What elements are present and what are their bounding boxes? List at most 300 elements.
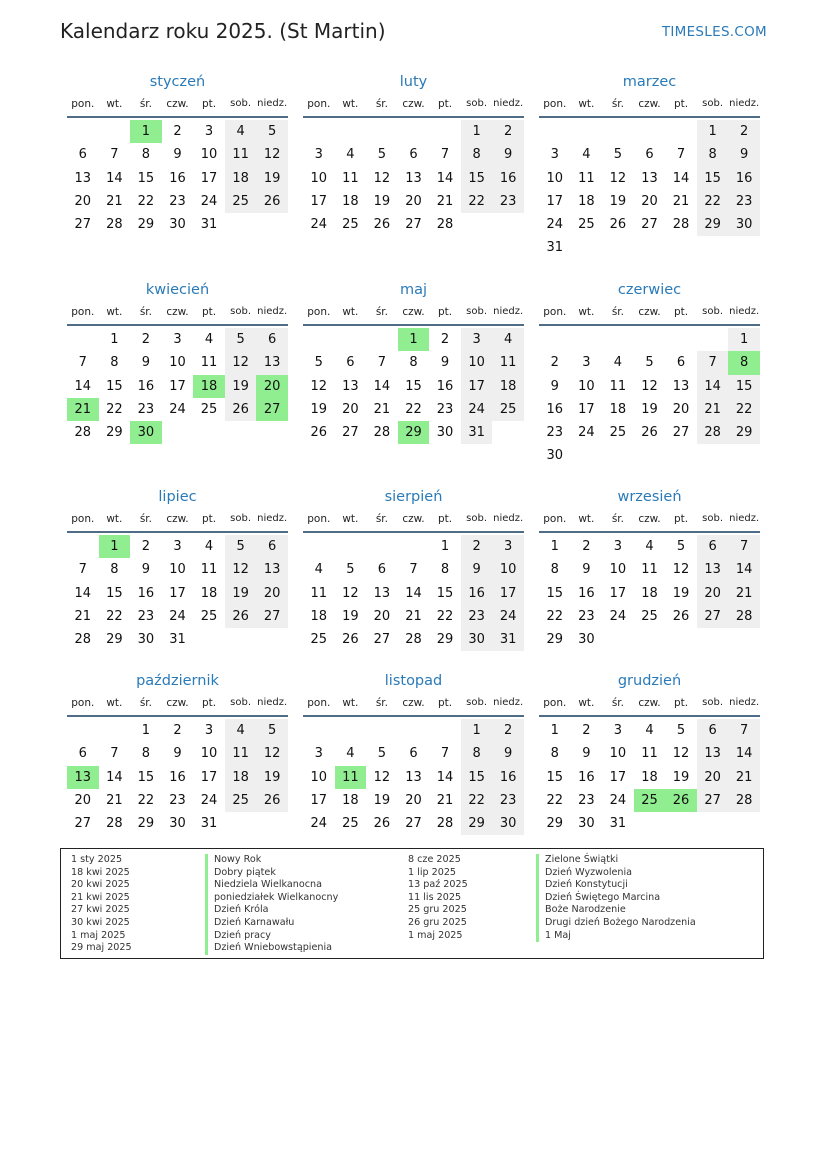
day-cell: 19 <box>609 193 627 209</box>
day-cell: 19 <box>672 769 690 785</box>
day-cell: 8 <box>141 746 151 762</box>
day-cell: 10 <box>609 562 627 578</box>
day-cell: 20 <box>74 792 92 808</box>
day-cell: 28 <box>106 816 123 832</box>
weekday-label: śr. <box>375 98 388 110</box>
day-cell: 11 <box>225 143 257 166</box>
empty-cell <box>665 236 697 259</box>
day-cell: 12 <box>342 585 359 601</box>
weekday-label: pt. <box>673 513 689 525</box>
day-cell: 2 <box>461 535 493 558</box>
day-cell: 28 <box>74 425 92 441</box>
empty-cell <box>256 628 288 651</box>
month-name: kwiecień <box>145 282 210 298</box>
day-cell: 21 <box>672 193 690 209</box>
day-cell: 18 <box>492 375 524 398</box>
day-cell: 28 <box>373 425 391 441</box>
month-name: październik <box>136 673 219 689</box>
day-cell: 23 <box>492 789 524 812</box>
weekday-label: śr. <box>611 306 624 318</box>
weekday-label: niedz. <box>729 306 760 317</box>
weekday-label: wt. <box>106 697 123 709</box>
weekday-label: pt. <box>437 306 453 318</box>
month-name: czerwiec <box>617 282 682 298</box>
day-cell: 8 <box>440 562 450 578</box>
empty-cell <box>67 120 99 143</box>
day-cell: 28 <box>436 816 454 832</box>
day-cell: 25 <box>578 217 595 233</box>
weekday-label: pon. <box>307 697 331 709</box>
weekday-header <box>303 302 524 326</box>
day-cell: 17 <box>609 769 627 785</box>
weekday-label: sob. <box>702 697 724 708</box>
day-cell: 4 <box>225 719 257 742</box>
day-cell: 18 <box>225 766 257 789</box>
day-cell: 17 <box>492 582 524 605</box>
day-cell: 30 <box>137 632 155 648</box>
day-cell: 17 <box>461 375 493 398</box>
day-cell: 27 <box>256 605 288 628</box>
day-cell: 22 <box>697 190 729 213</box>
weekday-label: niedz. <box>257 98 288 109</box>
day-cell: 9 <box>550 378 559 394</box>
empty-cell <box>728 236 760 259</box>
day-cell: 29 <box>546 632 564 648</box>
day-cell: 19 <box>672 585 690 601</box>
weekday-label: czw. <box>638 513 661 525</box>
weekday-label: pt. <box>437 513 453 525</box>
day-cell: 11 <box>578 170 595 186</box>
day-cell: 10 <box>578 378 595 394</box>
day-cell: 15 <box>728 375 760 398</box>
empty-cell <box>225 812 257 835</box>
weekday-label: wt. <box>106 306 123 318</box>
day-cell: 20 <box>373 608 391 624</box>
day-cell: 5 <box>225 535 257 558</box>
day-grid <box>539 535 760 651</box>
day-cell: 12 <box>672 562 690 578</box>
empty-cell <box>634 120 666 143</box>
day-cell: 1 <box>728 328 760 351</box>
day-cell: 3 <box>314 746 323 762</box>
day-cell: 13 <box>697 742 729 765</box>
day-cell: 7 <box>728 535 760 558</box>
day-cell: 21 <box>74 608 92 624</box>
day-cell: 23 <box>169 193 186 209</box>
day-cell: 8 <box>110 355 119 371</box>
day-cell: 9 <box>440 355 450 371</box>
empty-cell <box>366 719 398 742</box>
empty-cell <box>335 328 367 351</box>
day-cell: 17 <box>169 378 186 394</box>
day-cell: 30 <box>546 448 564 464</box>
day-cell: 25 <box>342 816 359 832</box>
holiday-day: 8 <box>728 351 760 374</box>
legend-holiday-name: Dzień pracy <box>205 930 338 943</box>
weekday-label: czw. <box>638 306 661 318</box>
legend-dates-col2 <box>408 854 468 942</box>
day-cell: 2 <box>141 332 151 347</box>
day-cell: 27 <box>697 789 729 812</box>
day-cell: 26 <box>342 632 359 648</box>
empty-cell <box>665 120 697 143</box>
day-cell: 12 <box>672 746 690 762</box>
day-cell: 4 <box>492 328 524 351</box>
day-cell: 29 <box>436 632 454 648</box>
day-cell: 13 <box>405 769 422 785</box>
holiday-day: 18 <box>193 375 225 398</box>
day-cell: 18 <box>200 585 218 601</box>
day-cell: 11 <box>492 351 524 374</box>
day-cell: 14 <box>74 378 92 394</box>
day-cell: 9 <box>492 143 524 166</box>
day-cell: 13 <box>697 558 729 581</box>
site-link[interactable]: TIMESLES.COM <box>661 24 767 40</box>
weekday-label: czw. <box>166 697 189 709</box>
weekday-label: pon. <box>71 306 95 318</box>
day-cell: 14 <box>106 769 123 785</box>
day-cell: 27 <box>342 425 359 441</box>
empty-cell <box>256 812 288 835</box>
day-cell: 31 <box>200 816 218 832</box>
day-grid <box>303 719 524 835</box>
day-cell: 19 <box>373 792 391 808</box>
day-cell: 24 <box>200 792 218 808</box>
day-cell: 19 <box>373 193 391 209</box>
day-cell: 21 <box>728 582 760 605</box>
day-grid <box>67 535 288 651</box>
weekday-label: wt. <box>578 513 595 525</box>
day-cell: 28 <box>74 632 92 648</box>
day-cell: 5 <box>346 562 355 578</box>
day-cell: 29 <box>137 816 155 832</box>
legend-date: 29 maj 2025 <box>71 942 132 954</box>
day-grid <box>303 120 524 236</box>
day-cell: 22 <box>728 398 760 421</box>
day-cell: 19 <box>225 582 257 605</box>
day-cell: 28 <box>436 217 454 233</box>
holiday-day: 1 <box>130 120 162 143</box>
empty-cell <box>398 120 430 143</box>
holiday-day: 20 <box>256 375 288 398</box>
legend-date: 1 sty 2025 <box>71 854 123 865</box>
month-3 <box>539 70 760 260</box>
weekday-label: pon. <box>543 697 567 709</box>
day-cell: 13 <box>405 170 422 186</box>
day-cell: 2 <box>492 719 524 742</box>
weekday-label: pon. <box>543 306 567 318</box>
day-cell: 7 <box>728 719 760 742</box>
weekday-label: sob. <box>702 98 724 109</box>
weekday-label: wt. <box>342 306 359 318</box>
weekday-header <box>67 94 288 118</box>
day-cell: 3 <box>204 124 214 139</box>
weekday-label: pon. <box>71 98 95 110</box>
weekday-label: czw. <box>166 98 189 110</box>
day-cell: 5 <box>256 719 288 742</box>
day-cell: 10 <box>492 558 524 581</box>
weekday-label: niedz. <box>729 697 760 708</box>
day-cell: 13 <box>672 378 690 394</box>
empty-cell <box>193 628 225 651</box>
day-cell: 18 <box>342 193 359 209</box>
day-cell: 18 <box>609 401 627 417</box>
legend-date: 25 gru 2025 <box>408 904 467 916</box>
empty-cell <box>665 628 697 651</box>
empty-cell <box>303 719 335 742</box>
empty-cell <box>697 236 729 259</box>
empty-cell <box>571 120 603 143</box>
day-cell: 21 <box>436 193 454 209</box>
day-cell: 28 <box>405 632 422 648</box>
day-cell: 8 <box>697 143 729 166</box>
legend-date: 30 kwi 2025 <box>71 916 130 928</box>
day-cell: 30 <box>578 816 595 832</box>
day-cell: 10 <box>310 769 328 785</box>
day-cell: 27 <box>405 217 422 233</box>
day-cell: 7 <box>110 147 119 163</box>
month-2 <box>303 70 524 236</box>
day-cell: 19 <box>310 401 328 417</box>
weekday-header <box>67 302 288 326</box>
day-cell: 2 <box>173 723 182 738</box>
month-name: wrzesień <box>617 489 682 505</box>
legend-holiday-name: Drugi dzień Bożego Narodzenia <box>536 917 696 930</box>
day-cell: 22 <box>461 190 493 213</box>
weekday-label: wt. <box>342 513 359 525</box>
day-cell: 22 <box>137 193 155 209</box>
day-cell: 7 <box>676 147 686 163</box>
legend-date: 27 kwi 2025 <box>71 904 130 916</box>
day-cell: 15 <box>106 585 123 601</box>
day-cell: 25 <box>492 398 524 421</box>
weekday-label: sob. <box>702 306 724 317</box>
day-cell: 4 <box>346 147 355 163</box>
day-cell: 18 <box>641 585 658 601</box>
day-cell: 21 <box>436 792 454 808</box>
empty-cell <box>366 120 398 143</box>
day-cell: 15 <box>461 167 493 190</box>
weekday-label: śr. <box>139 513 152 525</box>
weekday-label: czw. <box>638 697 661 709</box>
weekday-label: pon. <box>543 98 567 110</box>
day-cell: 24 <box>492 605 524 628</box>
day-cell: 10 <box>200 746 218 762</box>
empty-cell <box>571 236 603 259</box>
day-cell: 22 <box>546 792 564 808</box>
day-cell: 2 <box>550 355 559 371</box>
day-cell: 21 <box>728 766 760 789</box>
empty-cell <box>728 444 760 467</box>
day-cell: 20 <box>405 193 422 209</box>
empty-cell <box>602 628 634 651</box>
day-cell: 6 <box>256 328 288 351</box>
day-cell: 27 <box>672 425 690 441</box>
day-cell: 13 <box>256 558 288 581</box>
day-cell: 23 <box>137 608 155 624</box>
weekday-label: niedz. <box>493 98 524 109</box>
page-title: Kalendarz roku 2025. (St Martin) <box>60 19 386 43</box>
holiday-legend <box>60 848 764 959</box>
day-cell: 16 <box>492 167 524 190</box>
month-12 <box>539 669 760 835</box>
day-cell: 7 <box>377 355 387 371</box>
legend-date: 11 lis 2025 <box>408 891 462 903</box>
weekday-label: śr. <box>375 513 388 525</box>
day-cell: 16 <box>436 378 454 394</box>
weekday-label: pt. <box>201 697 217 709</box>
day-cell: 13 <box>342 378 359 394</box>
day-cell: 24 <box>310 217 328 233</box>
day-cell: 28 <box>728 789 760 812</box>
day-cell: 16 <box>546 401 564 417</box>
weekday-label: pon. <box>307 98 331 110</box>
day-cell: 19 <box>256 766 288 789</box>
day-cell: 20 <box>342 401 359 417</box>
day-cell: 7 <box>78 562 87 578</box>
day-cell: 24 <box>609 608 627 624</box>
legend-holiday-name: Zielone Świątki <box>536 854 696 867</box>
day-cell: 12 <box>609 170 627 186</box>
day-cell: 5 <box>314 355 323 371</box>
day-cell: 31 <box>492 628 524 651</box>
day-cell: 31 <box>200 217 218 233</box>
day-cell: 23 <box>578 792 595 808</box>
day-cell: 28 <box>672 217 690 233</box>
weekday-label: sob. <box>466 306 488 317</box>
empty-cell <box>366 535 398 558</box>
day-cell: 20 <box>641 193 658 209</box>
day-cell: 14 <box>106 170 123 186</box>
empty-cell <box>303 535 335 558</box>
day-cell: 24 <box>461 398 493 421</box>
legend-date: 1 maj 2025 <box>71 929 126 941</box>
weekday-label: czw. <box>402 513 425 525</box>
day-cell: 11 <box>641 562 658 578</box>
weekday-label: pon. <box>307 306 331 318</box>
day-cell: 16 <box>461 582 493 605</box>
weekday-header <box>303 94 524 118</box>
day-cell: 6 <box>697 719 729 742</box>
day-cell: 14 <box>672 170 690 186</box>
weekday-label: sob. <box>466 697 488 708</box>
legend-holiday-name: poniedziałek Wielkanocny <box>205 892 338 905</box>
weekday-label: sob. <box>230 513 252 524</box>
day-cell: 19 <box>641 401 658 417</box>
legend-holiday-name: Nowy Rok <box>205 854 338 867</box>
day-cell: 18 <box>225 167 257 190</box>
day-grid <box>67 328 288 444</box>
day-cell: 6 <box>409 746 418 762</box>
day-cell: 23 <box>578 608 595 624</box>
month-name: styczeń <box>149 74 206 90</box>
day-cell: 27 <box>405 816 422 832</box>
day-cell: 29 <box>697 213 729 236</box>
empty-cell <box>335 719 367 742</box>
day-cell: 3 <box>550 147 559 163</box>
day-cell: 4 <box>204 539 214 554</box>
day-cell: 17 <box>200 170 218 186</box>
empty-cell <box>665 444 697 467</box>
day-cell: 30 <box>492 812 524 835</box>
month-8 <box>303 485 524 651</box>
month-10 <box>67 669 288 835</box>
day-cell: 10 <box>169 562 186 578</box>
day-cell: 3 <box>613 539 623 554</box>
day-cell: 19 <box>342 608 359 624</box>
legend-holiday-name: Dzień Konstytucji <box>536 879 696 892</box>
day-cell: 7 <box>440 746 450 762</box>
day-cell: 2 <box>728 120 760 143</box>
day-cell: 14 <box>728 558 760 581</box>
empty-cell <box>99 120 131 143</box>
day-cell: 6 <box>409 147 418 163</box>
day-cell: 22 <box>106 401 123 417</box>
day-cell: 14 <box>74 585 92 601</box>
day-cell: 6 <box>676 355 686 371</box>
holiday-day: 26 <box>665 789 697 812</box>
day-cell: 13 <box>256 351 288 374</box>
day-cell: 5 <box>645 355 654 371</box>
day-cell: 26 <box>256 190 288 213</box>
empty-cell <box>602 120 634 143</box>
empty-cell <box>634 812 666 835</box>
day-cell: 4 <box>225 120 257 143</box>
day-cell: 9 <box>173 746 182 762</box>
day-cell: 11 <box>200 562 218 578</box>
holiday-day: 1 <box>398 328 430 351</box>
day-cell: 24 <box>169 401 186 417</box>
day-cell: 8 <box>110 562 119 578</box>
empty-cell <box>225 628 257 651</box>
day-cell: 14 <box>405 585 422 601</box>
day-cell: 22 <box>436 608 454 624</box>
day-cell: 17 <box>546 193 564 209</box>
weekday-label: śr. <box>375 306 388 318</box>
weekday-label: śr. <box>611 697 624 709</box>
day-cell: 6 <box>256 535 288 558</box>
day-cell: 24 <box>200 193 218 209</box>
day-grid <box>67 120 288 236</box>
legend-date: 20 kwi 2025 <box>71 879 130 891</box>
weekday-label: pt. <box>201 306 217 318</box>
day-cell: 23 <box>169 792 186 808</box>
empty-cell <box>225 213 257 236</box>
legend-date: 26 gru 2025 <box>408 916 467 928</box>
day-cell: 15 <box>106 378 123 394</box>
month-name: luty <box>399 74 428 90</box>
day-cell: 20 <box>672 401 690 417</box>
day-cell: 2 <box>492 120 524 143</box>
day-cell: 11 <box>342 170 359 186</box>
weekday-label: niedz. <box>257 697 288 708</box>
day-cell: 1 <box>550 723 559 738</box>
legend-date: 1 lip 2025 <box>408 866 457 878</box>
day-cell: 4 <box>613 355 623 371</box>
empty-cell <box>634 444 666 467</box>
day-cell: 4 <box>645 723 654 738</box>
day-cell: 23 <box>137 401 155 417</box>
day-cell: 9 <box>582 562 591 578</box>
empty-cell <box>697 812 729 835</box>
day-cell: 2 <box>582 539 591 554</box>
day-cell: 8 <box>550 746 559 762</box>
holiday-day: 30 <box>130 421 162 444</box>
day-cell: 6 <box>346 355 355 371</box>
day-cell: 22 <box>137 792 155 808</box>
weekday-label: czw. <box>638 98 661 110</box>
month-7 <box>67 485 288 651</box>
